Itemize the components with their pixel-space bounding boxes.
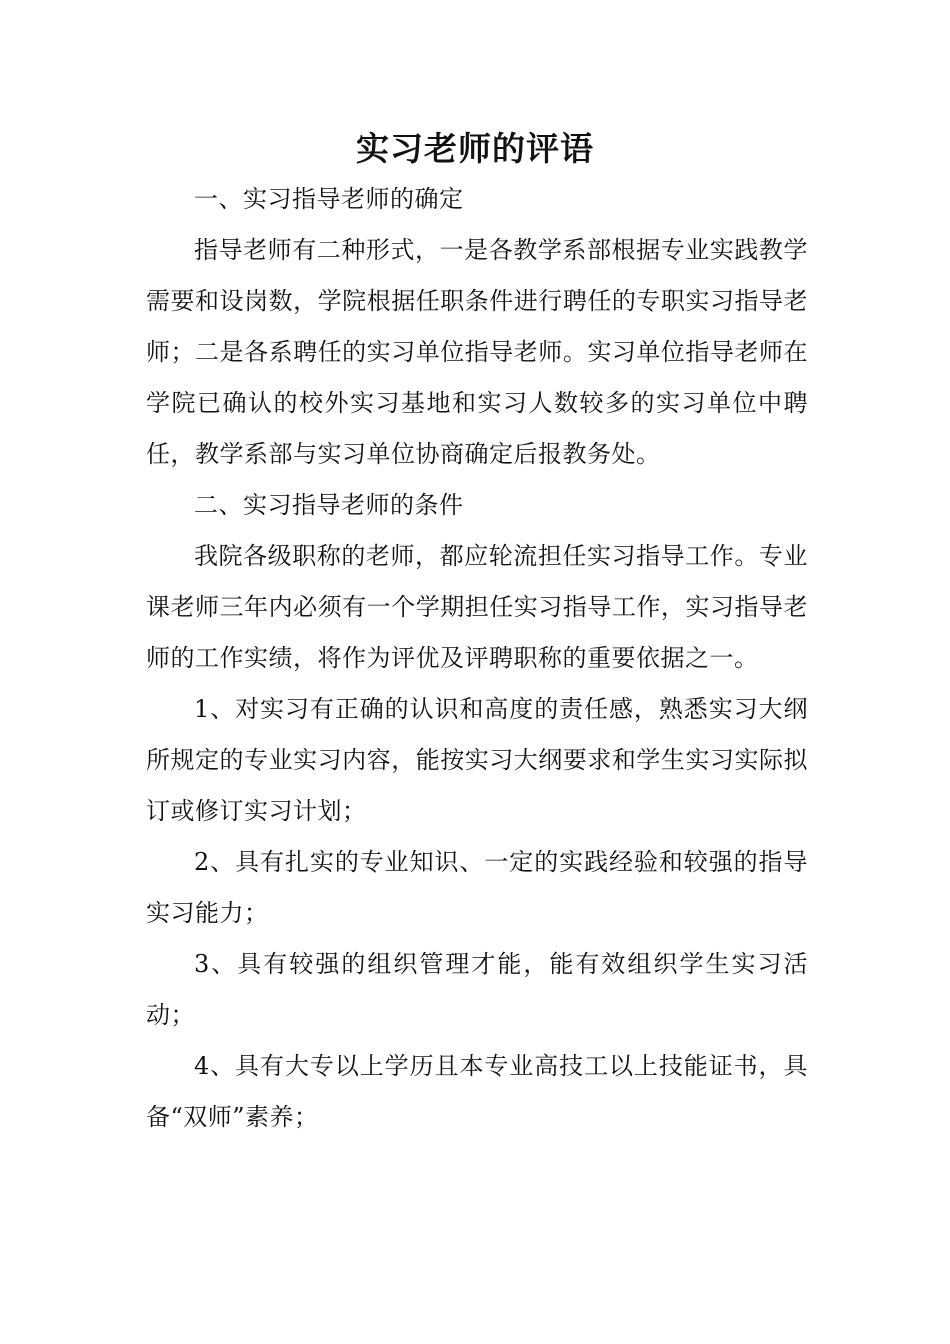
list-item-3: 3、具有较强的组织管理才能，能有效组织学生实习活动；: [146, 950, 808, 1029]
section-paragraph-1: 指导老师有二种形式，一是各教学系部根据专业实践教学需要和设岗数，学院根据任职条件进行聘任的专职实习指导老师；二是各系聘任的实习单位指导老师。实习单位指导老师在学院已确认的校外实习基地和实习人数较多的实习单位中聘任，教学系部与实习单位协商确定后报教务处。: [146, 236, 808, 468]
list-item-4: 4、具有大专以上学历且本专业高技工以上技能证书，具备“双师”素养；: [146, 1052, 808, 1131]
document-title: 实习老师的评语: [356, 129, 594, 168]
section-heading-1: 一、实习指导老师的确定: [194, 185, 464, 213]
document-body: [146, 174, 808, 1143]
list-item-1: 1、对实习有正确的认识和高度的责任感，熟悉实习大纲所规定的专业实习内容，能按实习大纲要求和学生实习实际拟订或修订实习计划；: [146, 695, 808, 825]
section-heading-2: 二、实习指导老师的条件: [194, 491, 464, 519]
section-paragraph-2: 我院各级职称的老师，都应轮流担任实习指导工作。专业课老师三年内必须有一个学期担任实习指导工作，实习指导老师的工作实绩，将作为评优及评聘职称的重要依据之一。: [146, 542, 808, 672]
list-item-2: 2、具有扎实的专业知识、一定的实践经验和较强的指导实习能力；: [146, 848, 808, 927]
